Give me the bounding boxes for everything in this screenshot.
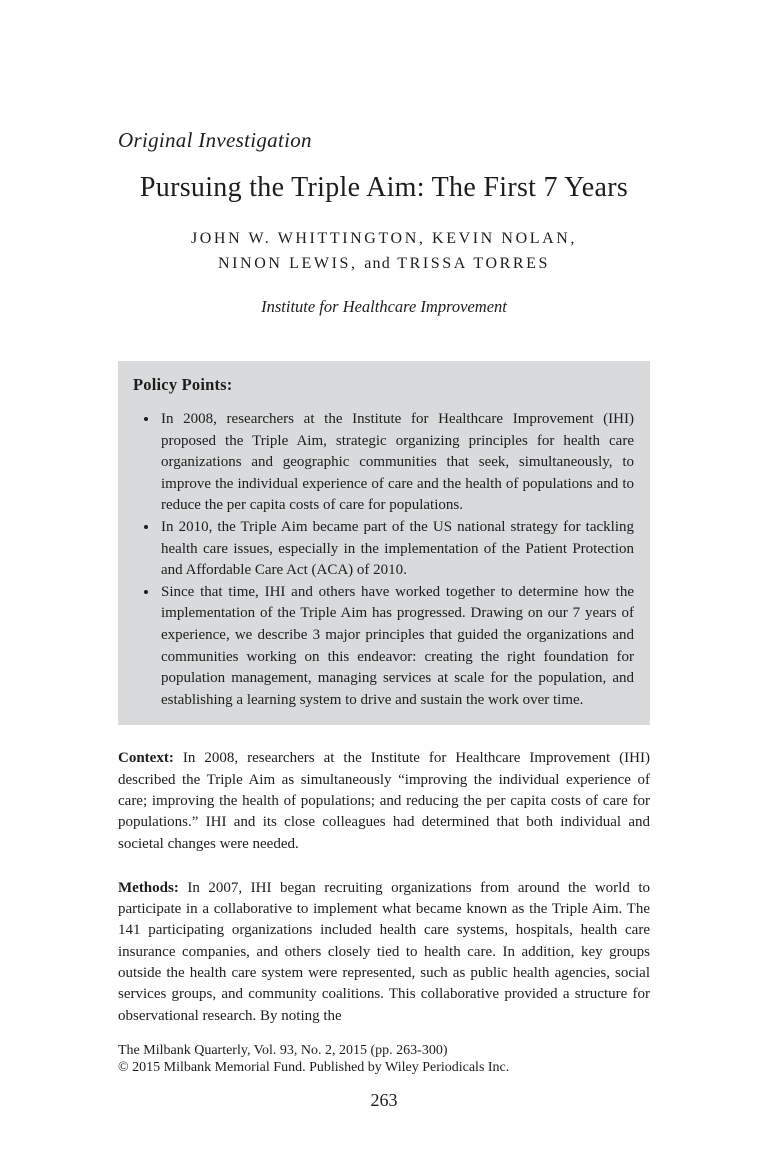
policy-point-item: • In 2008, researchers at the Institute for Healthcare Improvement (IHI) proposed the Triple Aim, strategic organizing principles for health care organizations and geographic communities that seek, simultaneously, to improve the individual experience of care and the health of populations and to reduce the per capita costs of care for populations.	[159, 409, 634, 517]
abstract-context-label: Context:	[118, 750, 174, 767]
policy-points-list	[133, 409, 634, 711]
policy-points-heading: Policy Points:	[133, 375, 233, 394]
copyright-line: © 2015 Milbank Memorial Fund. Published by Wiley Periodicals Inc.	[118, 1060, 510, 1076]
author-list	[118, 226, 650, 276]
abstract-context-text: In 2008, researchers at the Institute for Healthcare Improvement (IHI) described the Triple Aim as simultaneously “improving the individual experience of care; improving the health of populations; and reducing the per capita costs of care for populations.” IHI and its close colleagues had determined that both individual and societal changes were needed.	[118, 750, 650, 852]
policy-points-box	[118, 361, 650, 725]
article-kicker: Original Investigation	[118, 128, 312, 152]
article-title: Pursuing the Triple Aim: The First 7 Years	[139, 172, 629, 203]
author-line-2-names-cont: TRISSA TORRES	[397, 255, 551, 272]
policy-point-item: • In 2010, the Triple Aim became part of the US national strategy for tackling health care issues, especially in the implementation of the Patient Protection and Affordable Care Act (ACA) of 2010.	[159, 517, 634, 582]
abstract-methods-label: Methods:	[118, 879, 179, 896]
abstract-context-paragraph	[118, 748, 650, 854]
journal-citation-line: The Milbank Quarterly, Vol. 93, No. 2, 2015 (pp. 263-300)	[118, 1042, 448, 1058]
author-line-2	[118, 251, 650, 276]
author-line-2-conjunction: and	[364, 255, 391, 272]
author-line-2-names: NINON LEWIS,	[217, 255, 358, 272]
abstract-methods-text: In 2007, IHI began recruiting organizations from around the world to participate in a collaborative to implement what became known as the Triple Aim. The 141 participating organizations included health care systems, hospitals, health care insurance companies, and others closely tied to health care. In addition, key groups outside the health care system were represented, such as public health agencies, social services groups, and community coalitions. This collaborative provided a structure for observational research. By noting the	[118, 879, 650, 1024]
policy-point-item: • Since that time, IHI and others have worked together to determine how the implementation of the Triple Aim has progressed. Drawing on our 7 years of experience, we describe 3 major principles that guided the organizations and communities working on this endeavor: creating the right foundation for population management, managing services at scale for the population, and establishing a learning system to drive and sustain the work over time.	[159, 582, 634, 712]
author-affiliation: Institute for Healthcare Improvement	[261, 297, 507, 316]
author-line-1: JOHN W. WHITTINGTON, KEVIN NOLAN,	[190, 230, 578, 247]
abstract-methods-paragraph	[118, 878, 650, 1027]
journal-footnote	[118, 1042, 650, 1077]
page-number: 263	[370, 1089, 398, 1110]
